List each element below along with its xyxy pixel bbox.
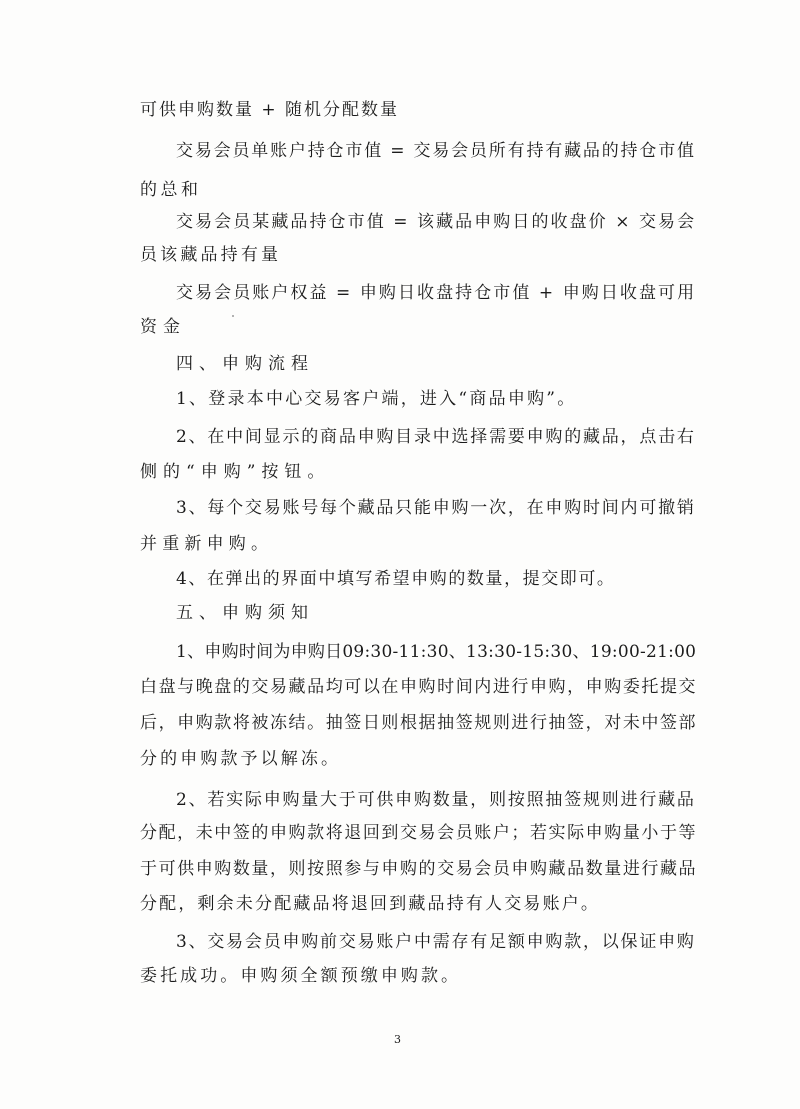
page-number: 3 <box>394 1033 401 1046</box>
scan-speck <box>232 315 234 317</box>
text-line: 2、在中间显示的商品申购目录中选择需要申购的藏品，点击右 <box>176 427 696 447</box>
text-line: 于可供申购数量，则按照参与申购的交易会员申购藏品数量进行藏品 <box>140 859 698 879</box>
text-line: 可供申购数量 + 随机分配数量 <box>140 100 400 120</box>
text-line: 2、若实际申购量大于可供申购数量，则按照抽签规则进行藏品 <box>176 790 696 810</box>
section-heading: 五、申购须知 <box>176 603 314 623</box>
text-line: 1、登录本中心交易客户端，进入“商品申购”。 <box>176 389 577 409</box>
text-line: 4、在弹出的界面中填写希望申购的数量，提交即可。 <box>176 569 616 589</box>
text-line: 3、每个交易账号每个藏品只能申购一次，在申购时间内可撤销 <box>176 498 696 518</box>
text-line: 3、交易会员申购前交易账户中需存有足额申购款，以保证申购 <box>176 932 696 952</box>
text-line: 白盘与晚盘的交易藏品均可以在申购时间内进行申购，申购委托提交 <box>140 677 698 697</box>
text-line: 交易会员账户权益 = 申购日收盘持仓市值 + 申购日收盘可用 <box>176 283 697 303</box>
text-line: 交易会员某藏品持仓市值 = 该藏品申购日的收盘价 × 交易会 <box>176 212 697 232</box>
text-line: 的总和 <box>140 180 202 200</box>
text-line: 分的申购款予以解冻。 <box>140 749 342 769</box>
section-heading: 四、申购流程 <box>176 354 314 374</box>
text-line: 交易会员单账户持仓市值 = 交易会员所有持有藏品的持仓市值 <box>176 141 696 161</box>
text-line: 资金 <box>140 317 186 337</box>
text-line: 分配，剩余未分配藏品将退回到藏品持有人交易账户。 <box>140 894 601 914</box>
text-line: 后，申购款将被冻结。抽签日则根据抽签规则进行抽签，对未中签部 <box>140 713 698 733</box>
text-line: 并重新申购。 <box>140 534 274 554</box>
text-line: 员该藏品持有量 <box>140 245 282 265</box>
text-line: 侧的“申购”按钮。 <box>140 462 331 482</box>
text-line: 1、申购时间为申购日09:30-11:30、13:30-15:30、19:00-21:00 <box>176 642 697 662</box>
text-line: 分配，未中签的申购款将退回到交易会员账户；若实际申购量小于等 <box>140 823 698 843</box>
text-line: 委托成功。申购须全额预缴申购款。 <box>140 966 462 986</box>
